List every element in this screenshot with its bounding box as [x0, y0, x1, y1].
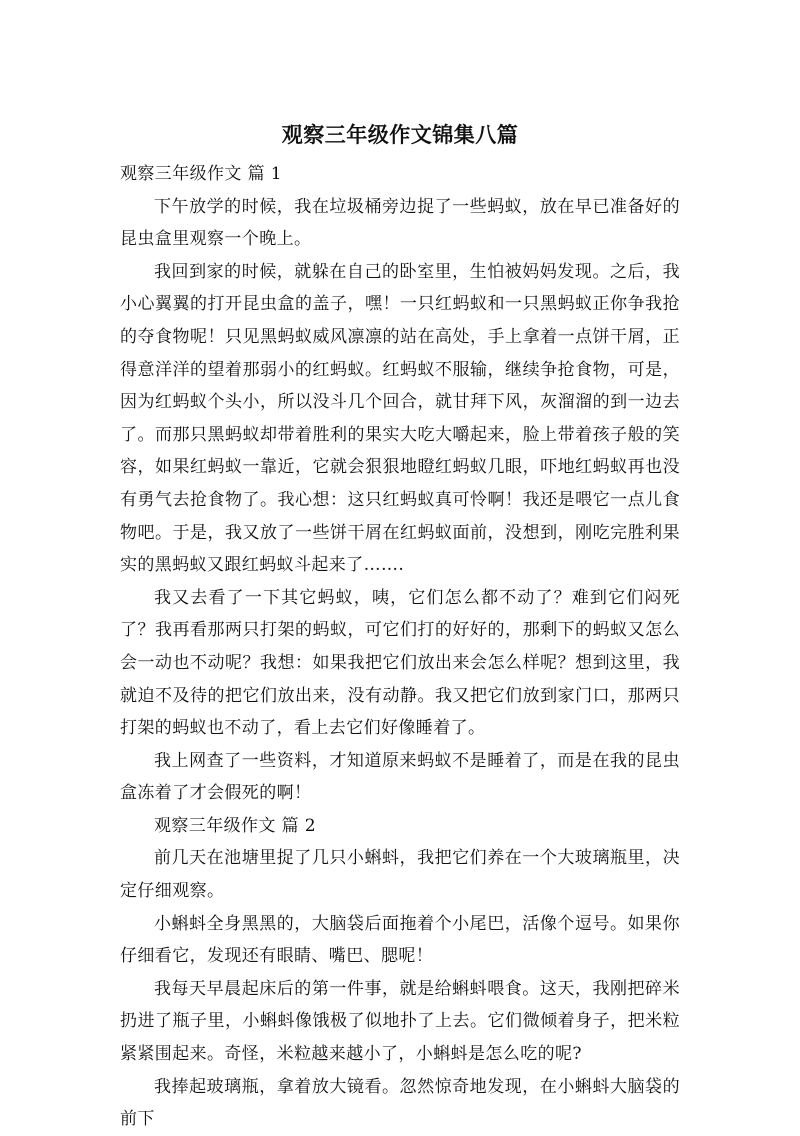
paragraph: 下午放学的时候，我在垃圾桶旁边捉了一些蚂蚁，放在早已准备好的昆虫盒里观察一个晚上。: [120, 196, 680, 250]
paragraph: 我上网查了一些资料，才知道原来蚂蚁不是睡着了，而是在我的昆虫盒冻着了才会假死的啊！: [120, 750, 680, 804]
section-heading: 观察三年级作文 篇 2: [154, 815, 317, 836]
paragraph: 我捧起玻璃瓶，拿着放大镜看。忽然惊奇地发现，在小蝌蚪大脑袋的前下: [120, 1076, 680, 1130]
paragraph: 我又去看了一下其它蚂蚁，咦，它们怎么都不动了？难到它们闷死了？我再看那两只打架的蚂蚁，可它们打的好好的，那剩下的蚂蚁又怎么会一动也不动呢？我想：如果我把它们放出来会怎么样呢？想到这里，我就迫不及待的把它们放出来，没有动静。我又把它们放到家门口，那两只打架的蚂蚁也不动了，看上去它们好像睡着了。: [120, 587, 680, 739]
paragraph: 我每天早晨起床后的第一件事，就是给蝌蚪喂食。这天，我刚把碎米扔进了瓶子里，小蝌蚪像饿极了似地扑了上去。它们微倾着身子，把米粒紧紧围起来。奇怪，米粒越来越小了，小蝌蚪是怎么吃的呢?: [120, 978, 680, 1065]
paragraph: 我回到家的时候，就躲在自己的卧室里，生怕被妈妈发现。之后，我小心翼翼的打开昆虫盒的盖子，嘿！一只红蚂蚁和一只黑蚂蚁正你争我抢的夺食物呢！只见黑蚂蚁威风凛凛的站在高处，手上拿着一点饼干屑，正得意洋洋的望着那弱小的红蚂蚁。红蚂蚁不服输，继续争抢食物，可是，因为红蚂蚁个头小，所以没斗几个回合，就甘拜下风，灰溜溜的到一边去了。而那只黑蚂蚁却带着胜利的果实大吃大嚼起来，脸上带着孩子般的笑容，如果红蚂蚁一靠近，它就会狠狠地瞪红蚂蚁几眼，吓地红蚂蚁再也没有勇气去抢食物了。我心想：这只红蚂蚁真可怜啊！我还是喂它一点儿食物吧。于是，我又放了一些饼干屑在红蚂蚁面前，没想到，刚吃完胜利果实的黑蚂蚁又跟红蚂蚁斗起来了…….: [120, 261, 680, 576]
document-body: [120, 158, 680, 1136]
paragraph: 小蝌蚪全身黑黑的，大脑袋后面拖着个小尾巴，活像个逗号。如果你仔细看它，发现还有眼睛、嘴巴、腮呢！: [120, 913, 680, 967]
section-heading: 观察三年级作文 篇 1: [120, 164, 283, 184]
document-title: 观察三年级作文锦集八篇: [281, 123, 519, 147]
paragraph: 前几天在池塘里捉了几只小蝌蚪，我把它们养在一个大玻璃瓶里，决定仔细观察。: [120, 848, 680, 902]
